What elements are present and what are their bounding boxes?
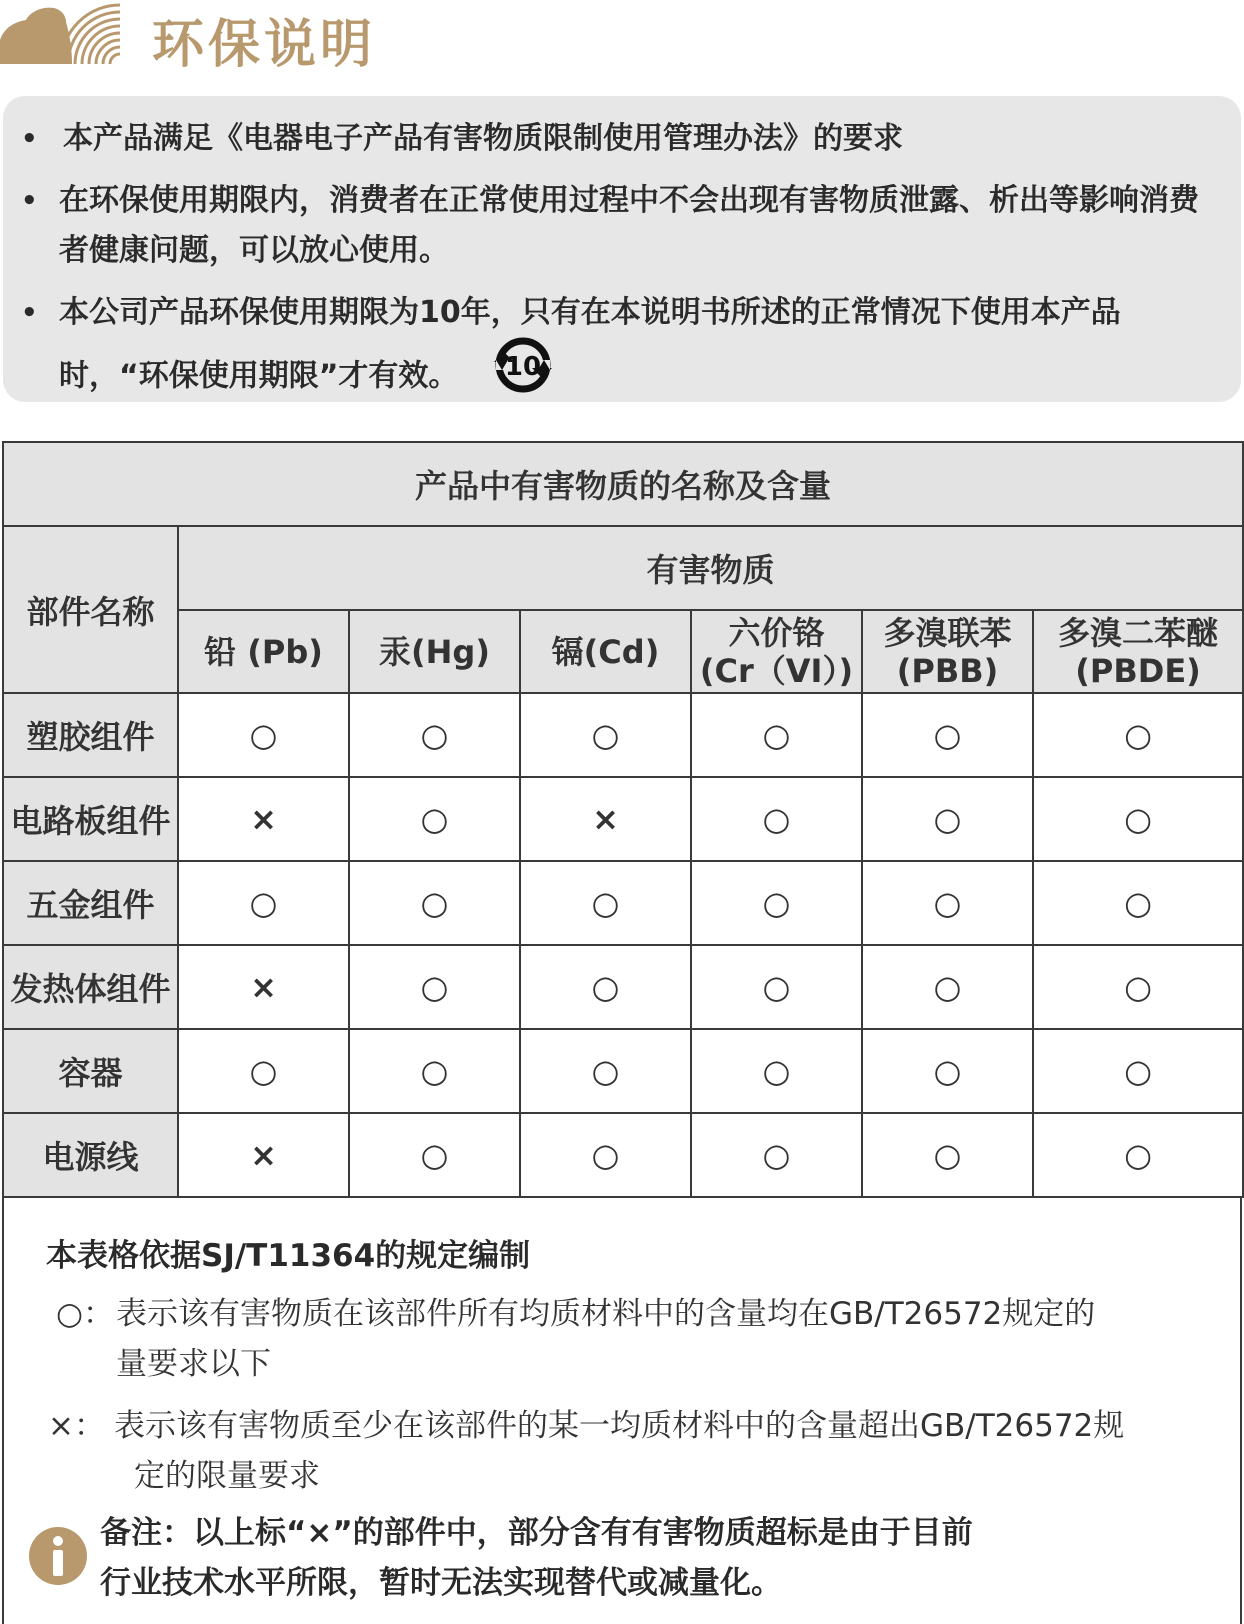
hazardous-substances-table-area xyxy=(0,441,1244,1624)
eco-period-badge xyxy=(492,334,554,412)
intro-bullet-text: 在环保使用期限内，消费者在正常使用过程中不会出现有害物质泄露、析出等影响消费者健康问题，可以放心使用。 xyxy=(59,183,1199,268)
bullet-dot: • xyxy=(21,124,38,154)
table-row xyxy=(3,861,1243,945)
substance-mark-cell: ○ xyxy=(691,861,862,945)
substance-column-header-line: 多溴二苯醚 xyxy=(1058,613,1219,652)
substance-mark-cell: ○ xyxy=(520,1113,691,1197)
legend-cross-text xyxy=(114,1401,1228,1501)
substance-mark-cell: ○ xyxy=(1033,861,1243,945)
substance-mark-cell: ○ xyxy=(178,693,349,777)
legend-cross xyxy=(48,1401,1228,1501)
substance-mark-cell: ○ xyxy=(862,861,1033,945)
substance-column-header xyxy=(691,610,862,693)
table-row xyxy=(3,693,1243,777)
header xyxy=(0,0,1244,80)
substance-mark-cell: ○ xyxy=(691,945,862,1029)
substance-mark-cell: ○ xyxy=(349,861,520,945)
table-row xyxy=(3,777,1243,861)
substance-mark-cell: × xyxy=(178,777,349,861)
bullet-dot: • xyxy=(21,298,38,328)
info-icon xyxy=(28,1526,88,1586)
part-name-header: 部件名称 xyxy=(3,526,178,693)
substance-mark-cell: × xyxy=(520,777,691,861)
substance-mark-cell: ○ xyxy=(1033,1113,1243,1197)
substance-mark-cell: ○ xyxy=(691,693,862,777)
substance-mark-cell: ○ xyxy=(1033,1029,1243,1113)
legend-cross-symbol: ×： xyxy=(48,1408,105,1444)
substance-mark-cell: ○ xyxy=(349,945,520,1029)
substance-header: 有害物质 xyxy=(178,526,1243,610)
intro-panel xyxy=(3,96,1241,402)
substance-mark-cell: ○ xyxy=(349,1029,520,1113)
hazardous-substances-table xyxy=(2,441,1244,1198)
substance-column-header-line: 六价铬 xyxy=(728,613,825,652)
legend-circle-text xyxy=(116,1289,1236,1389)
part-name-cell: 电源线 xyxy=(3,1113,178,1197)
substance-column-header-line: (PBB) xyxy=(896,651,999,690)
table-row xyxy=(3,1113,1243,1197)
substance-column-header xyxy=(1033,610,1243,693)
legend-circle-symbol: ○： xyxy=(56,1296,115,1332)
substance-mark-cell: ○ xyxy=(862,1113,1033,1197)
substance-mark-cell: ○ xyxy=(691,1029,862,1113)
remark-line2: 行业技术水平所限，暂时无法实现替代或减量化。 xyxy=(100,1565,782,1601)
intro-bullet xyxy=(21,176,1221,276)
legend-circle-line2: 量要求以下 xyxy=(116,1346,271,1382)
substance-mark-cell: ○ xyxy=(1033,777,1243,861)
substance-mark-cell: ○ xyxy=(862,1029,1033,1113)
substance-mark-cell: ○ xyxy=(349,1113,520,1197)
notes-section xyxy=(0,1198,1244,1624)
substance-mark-cell: ○ xyxy=(178,861,349,945)
legend-cross-line2: 定的限量要求 xyxy=(134,1458,320,1494)
substance-mark-cell: ○ xyxy=(349,693,520,777)
intro-bullet xyxy=(21,114,1221,164)
recycle-10-icon xyxy=(492,334,554,396)
intro-bullet-text xyxy=(59,288,1221,416)
table-row xyxy=(3,1029,1243,1113)
substance-mark-cell: ○ xyxy=(862,945,1033,1029)
substance-column-header-line: (PBDE) xyxy=(1075,651,1201,690)
legend-cross-line1: 表示该有害物质至少在该部件的某一均质材料中的含量超出GB/T26572规 xyxy=(114,1408,1125,1444)
remark-line1: 备注：以上标“×”的部件中，部分含有有害物质超标是由于目前 xyxy=(100,1515,973,1551)
table-row xyxy=(3,945,1243,1029)
intro-bullet-text: 本产品满足《电器电子产品有害物质限制使用管理办法》的要求 xyxy=(63,121,903,156)
rainbow-logo-icon xyxy=(0,0,130,70)
intro-bullet xyxy=(21,288,1221,416)
substance-mark-cell: ○ xyxy=(1033,945,1243,1029)
substance-mark-cell: ○ xyxy=(178,1029,349,1113)
page-title: 环保说明 xyxy=(152,15,377,75)
part-name-cell: 发热体组件 xyxy=(3,945,178,1029)
part-name-cell: 容器 xyxy=(3,1029,178,1113)
substance-mark-cell: ○ xyxy=(1033,693,1243,777)
legend-circle xyxy=(56,1289,1236,1389)
substance-column-header xyxy=(520,610,691,693)
substance-mark-cell: ○ xyxy=(520,1029,691,1113)
substance-mark-cell: ○ xyxy=(520,861,691,945)
substance-column-header-line: 铅 (Pb) xyxy=(204,632,323,671)
substance-column-header xyxy=(349,610,520,693)
substance-mark-cell: ○ xyxy=(691,777,862,861)
bullet-dot: • xyxy=(21,186,38,216)
substance-mark-cell: ○ xyxy=(691,1113,862,1197)
substance-mark-cell: × xyxy=(178,1113,349,1197)
substance-column-header xyxy=(178,610,349,693)
substance-mark-cell: ○ xyxy=(862,693,1033,777)
substance-mark-cell: × xyxy=(178,945,349,1029)
badge-number: 10 xyxy=(505,352,542,382)
part-name-cell: 塑胶组件 xyxy=(3,693,178,777)
substance-column-header xyxy=(862,610,1033,693)
substance-mark-cell: ○ xyxy=(520,693,691,777)
legend-circle-line1: 表示该有害物质在该部件所有均质材料中的含量均在GB/T26572规定的 xyxy=(116,1296,1096,1332)
remark-text xyxy=(100,1508,1150,1608)
intro-bullet-3-text: 本公司产品环保使用期限为10年，只有在本说明书所述的正常情况下使用本产品时，“环保使用期限”才有效。 xyxy=(59,295,1121,394)
part-name-cell: 电路板组件 xyxy=(3,777,178,861)
substance-mark-cell: ○ xyxy=(862,777,1033,861)
substance-mark-cell: ○ xyxy=(520,945,691,1029)
substance-mark-cell: ○ xyxy=(349,777,520,861)
substance-column-header-line: 镉(Cd) xyxy=(551,632,660,671)
substance-column-header-line: 多溴联苯 xyxy=(883,613,1012,652)
substance-column-header-line: 汞(Hg) xyxy=(379,632,490,671)
standard-reference: 本表格依据SJ/T11364的规定编制 xyxy=(46,1238,531,1274)
substance-column-header-line: (Cr（VI）) xyxy=(699,651,854,690)
part-name-cell: 五金组件 xyxy=(3,861,178,945)
table-title: 产品中有害物质的名称及含量 xyxy=(3,442,1243,526)
